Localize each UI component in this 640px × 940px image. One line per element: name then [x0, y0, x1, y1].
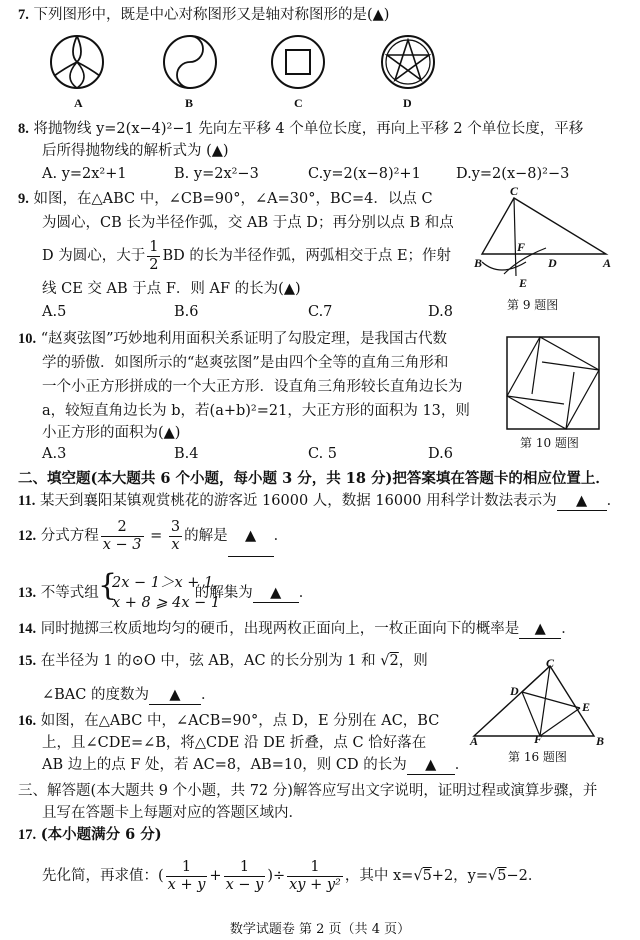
q7-label-c: C [294, 96, 303, 110]
q8-line1 [18, 120, 583, 138]
q13-number: 13. [18, 585, 37, 601]
q14-number: 14. [18, 621, 37, 637]
q8-number: 8. [18, 121, 29, 137]
q17-number: 17. [18, 827, 37, 843]
q9-line1 [18, 190, 433, 208]
q10-text-line1: “赵爽弦图”巧妙地利用面积关系证明了勾股定理，是我国古代数 [40, 331, 448, 347]
q9-line3 [42, 238, 451, 274]
q15-text-line2: ∠BAC 的度数为 [42, 687, 149, 703]
q12-pre: 分式方程 [40, 528, 99, 544]
q10-option-d: D.6 [428, 446, 453, 462]
q12-line [18, 516, 288, 557]
q12-fraction-1-denominator: x − 3 [102, 536, 142, 553]
q17-fraction-3-denominator: xy + y² [289, 876, 341, 893]
q7-figure-d [376, 34, 446, 94]
q7-label-b: B [185, 96, 194, 110]
q10-option-c: C. 5 [308, 446, 338, 462]
q17-header: (本小题满分 6 分) [40, 826, 162, 843]
q17-fraction-2 [224, 859, 266, 894]
q9-option-d: D.8 [428, 304, 453, 320]
q16-answer-blank: ▲ [407, 756, 455, 775]
q7-number: 7. [18, 7, 29, 23]
q15-number: 15. [18, 653, 37, 669]
q17-plus: + [209, 868, 222, 884]
q17-div: )÷ [267, 868, 286, 884]
q9-text-line4: 线 CE 交 AB 于点 F．则 AF 的长为(▲) [42, 281, 301, 297]
q10-text-line5: 小正方形的面积为(▲) [42, 425, 181, 441]
q14-end: ． [561, 621, 576, 637]
q13-end: ． [298, 585, 314, 601]
q9-text-line2: 为圆心，CB 长为半径作弧，交 AB 于点 D；再分别以点 B 和点 [42, 215, 454, 231]
q9-point-e: E [519, 276, 528, 290]
section-3-header-line1: 三、解答题(本大题共 9 个小题，共 72 分)解答应写出文字说明，证明过程或演算步骤，并 [18, 783, 598, 799]
q17-y-radicand: 5 [497, 868, 507, 884]
q13-pre: 不等式组 [40, 585, 99, 601]
q15-line2 [42, 686, 215, 705]
q9-point-c: C [510, 184, 519, 198]
q16-point-e: E [582, 700, 591, 714]
q9-option-b: B.6 [174, 304, 199, 320]
q12-post: 的解是 [184, 528, 228, 544]
q17-x-radicand: 5 [422, 868, 432, 884]
q9-option-a: A.5 [42, 304, 67, 320]
q17-header-line [18, 826, 162, 844]
q16-point-d: D [510, 684, 519, 698]
q13-post: 的解集为 [194, 585, 253, 601]
q17-x-rest: +2，y= [431, 868, 489, 884]
q16-caption: 第 16 题图 [508, 750, 567, 764]
q12-fraction-2 [169, 519, 182, 554]
q12-fraction-1 [101, 519, 144, 554]
q9-fraction-denominator: 2 [149, 256, 159, 273]
q14-line [18, 620, 576, 639]
q8-text-line1: 将抛物线 y=2(x−4)²−1 先向左平移 4 个单位长度，再向上平移 2 个单位长度，平移 [33, 121, 584, 137]
q12-answer-blank: ▲ [228, 516, 274, 557]
q16-line1 [18, 712, 439, 730]
q10-number: 10. [18, 331, 37, 347]
q17-y-sqrt: √5 [488, 868, 507, 884]
q16-end: ． [454, 757, 470, 773]
q11-answer-blank: ▲ [557, 492, 607, 511]
q11-end: ． [606, 493, 622, 509]
q7-label-d: D [403, 96, 412, 110]
q15-text-line1a: 在半径为 1 的⊙O 中，弦 AB，AC 的长分别为 1 和 [40, 653, 376, 669]
q14-text: 同时抛掷三枚质地均匀的硬币，出现两枚正面向上，一枚正面向下的概率是 [40, 621, 520, 637]
q10-option-b: B.4 [174, 446, 199, 462]
q15-line1 [18, 652, 428, 670]
q16-point-f: F [534, 732, 543, 746]
q17-pre: 先化简，再求值：( [42, 868, 164, 884]
q11-text: 某天到襄阳某镇观赏桃花的游客近 16000 人，数据 16000 用科学计数法表示为 [39, 493, 557, 509]
q12-fraction-2-denominator: x [171, 536, 180, 553]
q17-fraction-2-denominator: x − y [225, 876, 264, 893]
q10-text-line2: 学的骄傲．如图所示的“赵爽弦图”是由四个全等的直角三角形和 [42, 355, 449, 371]
q7-figure-c [266, 34, 336, 94]
q9-point-f: F [517, 240, 526, 254]
q12-fraction-1-numerator: 2 [101, 519, 144, 537]
q10-option-a: A.3 [42, 446, 67, 462]
q9-caption: 第 9 题图 [507, 298, 559, 312]
q9-figure [470, 192, 620, 292]
q9-number: 9. [18, 191, 29, 207]
q8-option-d: D.y=2(x−8)²−3 [456, 166, 570, 182]
q13-inequality-2: x + 8 ⩾ 4x − 1 [112, 595, 221, 611]
q17-fraction-1-numerator: 1 [166, 859, 208, 877]
q17-expression [42, 854, 542, 898]
q13-inequality-1: 2x − 1＞x + 1, [112, 575, 218, 591]
page-footer: 数学试题卷 第 2 页（共 4 页） [229, 922, 411, 937]
q17-y-rest: −2． [506, 868, 543, 884]
q8-text-line2: 后所得抛物线的解析式为 (▲) [42, 143, 229, 159]
q10-line1 [18, 330, 447, 348]
q17-fraction-2-numerator: 1 [224, 859, 266, 877]
q17-fraction-3-numerator: 1 [287, 859, 343, 877]
q13-answer-blank: ▲ [253, 584, 299, 603]
q16-number: 16. [18, 713, 37, 729]
q10-text-line4: a，较短直角边长为 b，若(a+b)²=21，大正方形的面积为 13，则 [42, 403, 470, 419]
q15-sqrt: √2 [380, 653, 399, 669]
q15-text-line1b: ，则 [398, 653, 428, 669]
q9-option-c: C.7 [308, 304, 333, 320]
q9-fraction-numerator: 1 [149, 238, 159, 255]
q17-post: ，其中 x= [344, 868, 414, 884]
q10-caption: 第 10 题图 [520, 436, 579, 450]
q7-stem [18, 6, 389, 24]
q8-option-c: C.y=2(x−8)²+1 [308, 166, 421, 182]
q16-point-c: C [546, 656, 555, 670]
q16-line3 [42, 756, 469, 775]
q17-fraction-1-denominator: x + y [167, 876, 206, 893]
q9-text-line3b: BD 的长为半径作弧，两弧相交于点 E；作射 [162, 248, 452, 264]
q9-point-d: D [548, 256, 557, 270]
q14-answer-blank: ▲ [519, 620, 561, 639]
q12-end: ． [273, 528, 289, 544]
q16-point-a: A [470, 734, 479, 748]
q15-sqrt-radicand: 2 [389, 653, 399, 669]
q16-text-line1: 如图，在△ABC 中，∠ACB=90°，点 D，E 分别在 AC，BC [40, 713, 440, 729]
q12-equals: = [150, 528, 163, 544]
section-2-header: 二、填空题(本大题共 6 个小题，每小题 3 分，共 18 分)把答案填在答题卡的相应位置上． [18, 470, 610, 487]
q11-number: 11. [18, 493, 36, 509]
q17-x-sqrt: √5 [413, 868, 432, 884]
q9-point-b: B [474, 256, 483, 270]
q15-answer-blank: ▲ [149, 686, 201, 705]
q17-fraction-1 [166, 859, 208, 894]
q12-number: 12. [18, 528, 37, 544]
q11-line [18, 492, 621, 511]
section-3-header-line2: 且写在答题卡上每题对应的答题区域内． [42, 805, 303, 821]
q13-brace: { [98, 568, 118, 603]
q9-text-line3a: D 为圆心，大于 [42, 248, 146, 264]
q9-text-line1: 如图，在△ABC 中，∠CB=90°，∠A=30°，BC=4．以点 C [33, 191, 433, 207]
q8-option-b: B. y=2x²−3 [174, 166, 259, 182]
q7-figure-a [45, 34, 115, 94]
q10-text-line3: 一个小正方形拼成的一个大正方形．设直角三角形较长直角边长为 [42, 379, 463, 395]
q16-point-b: B [596, 734, 605, 748]
q17-fraction-3 [287, 859, 343, 894]
q7-text: 下列图形中，既是中心对称图形又是轴对称图形的是(▲) [33, 7, 390, 23]
q7-figure-b [158, 34, 228, 94]
q8-option-a: A. y=2x²+1 [42, 166, 127, 182]
q15-end: ． [200, 687, 216, 703]
q7-label-a: A [74, 96, 83, 110]
q16-text-line3: AB 边上的点 F 处，若 AC=8，AB=10，则 CD 的长为 [42, 757, 407, 773]
q9-point-a: A [603, 256, 612, 270]
q9-fraction [147, 239, 160, 274]
q12-fraction-2-numerator: 3 [170, 518, 181, 535]
q10-figure [506, 336, 600, 430]
q16-text-line2: 上，且∠CDE=∠B，将△CDE 沿 DE 折叠，点 C 恰好落在 [42, 735, 427, 751]
